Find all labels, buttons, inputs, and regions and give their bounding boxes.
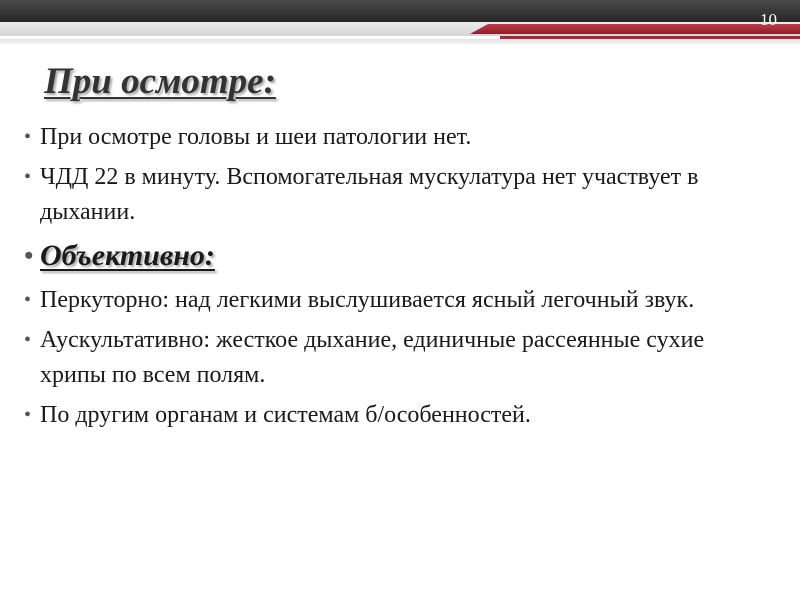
bullet-dot-icon: • [24, 241, 34, 270]
bullet-item-head-neck [22, 120, 752, 155]
bullet-dot-icon: • [24, 166, 32, 188]
bullet-dot-icon: • [24, 404, 32, 426]
header-stripe-red [470, 24, 800, 34]
bullet-item-other-organs [22, 398, 752, 433]
bullet-text: Перкуторно: над легкими выслушивается ясный легочный звук. [40, 287, 695, 313]
bullet-item-respiratory-rate [22, 160, 752, 230]
bullet-dot-icon: • [24, 126, 32, 148]
header-band [0, 0, 800, 22]
header-stripe-gray-lower [0, 39, 800, 44]
bullet-dot-icon: • [24, 329, 32, 351]
subheading-objectively [22, 235, 752, 277]
bullet-text: По другим органам и системам б/особенностей. [40, 402, 531, 428]
bullet-item-auscultation [22, 323, 752, 393]
slide-title: При осмотре: [44, 61, 276, 102]
bullet-text: При осмотре головы и шеи патологии нет. [40, 124, 472, 150]
page-number: 10 [760, 10, 777, 29]
bullet-text: ЧДД 22 в минуту. Вспомогательная мускулатура нет участвует в дыхании. [40, 164, 699, 225]
bullet-list [22, 120, 752, 438]
bullet-text: Аускультативно: жесткое дыхание, единичные рассеянные сухие хрипы по всем полям. [40, 327, 705, 388]
bullet-dot-icon: • [24, 289, 32, 311]
subheading-text: Объективно: [40, 239, 215, 272]
bullet-item-percussion [22, 283, 752, 318]
